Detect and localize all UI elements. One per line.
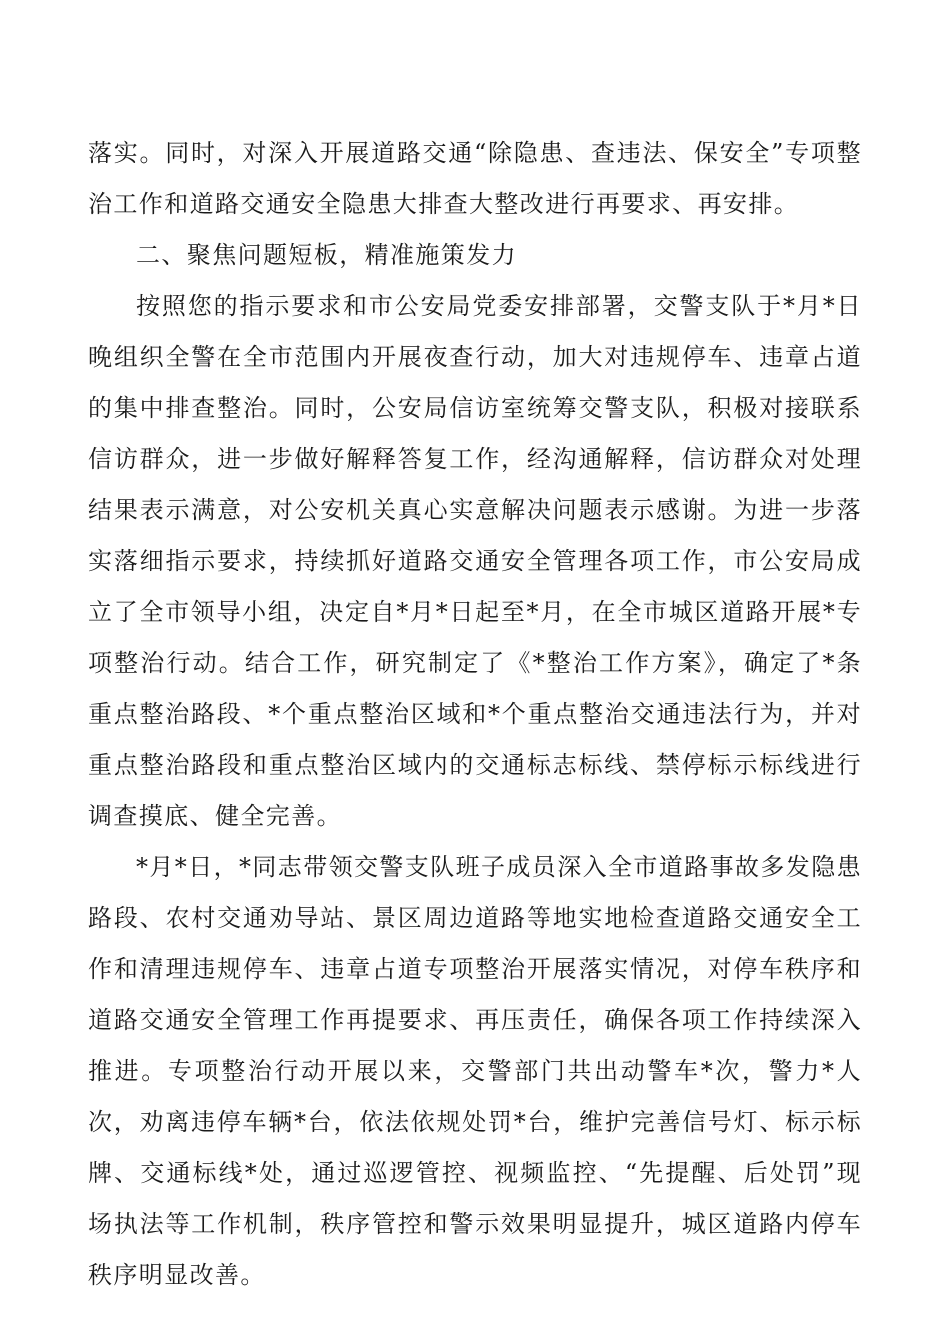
paragraph-night-inspection: 按照您的指示要求和市公安局党委安排部署，交警支队于*月*日晚组织全警在全市范围内开展夜查行动，加大对违规停车、违章占道的集中排查整治。同时，公安局信访室统筹交警支队，积极对接联系信访群众，进一步做好解释答复工作，经沟通解释，信访群众对处理结果表示满意，对公安机关真心实意解决问题表示感谢。为进一步落实落细指示要求，持续抓好道路交通安全管理各项工作，市公安局成立了全市领导小组，决定自*月*日起至*月，在全市城区道路开展*专项整治行动。结合工作，研究制定了《*整治工作方案》，确定了*条重点整治路段、*个重点整治区域和*个重点整治交通违法行为，并对重点整治路段和重点整治区域内的交通标志标线、禁停标示标线进行调查摸底、健全完善。 (88, 292, 862, 830)
paragraph-continuation: 落实。同时，对深入开展道路交通“除隐患、查违法、保安全”专项整治工作和道路交通安全隐患大排查大整改进行再要求、再安排。 (88, 139, 862, 218)
paragraph-field-inspection: *月*日，*同志带领交警支队班子成员深入全市道路事故多发隐患路段、农村交通劝导站、景区周边道路等地实地检查道路交通安全工作和清理违规停车、违章占道专项整治开展落实情况，对停车秩序和道路交通安全管理工作再提要求、再压责任，确保各项工作持续深入推进。专项整治行动开展以来，交警部门共出动警车*次，警力*人次，劝离违停车辆*台，依法依规处罚*台，维护完善信号灯、标示标牌、交通标线*处，通过巡逻管控、视频监控、“先提醒、后处罚”现场执法等工作机制，秩序管控和警示效果明显提升，城区道路内停车秩序明显改善。 (88, 853, 862, 1289)
section-heading: 二、聚焦问题短板，精准施策发力 (136, 241, 517, 269)
document-body (88, 128, 862, 1301)
